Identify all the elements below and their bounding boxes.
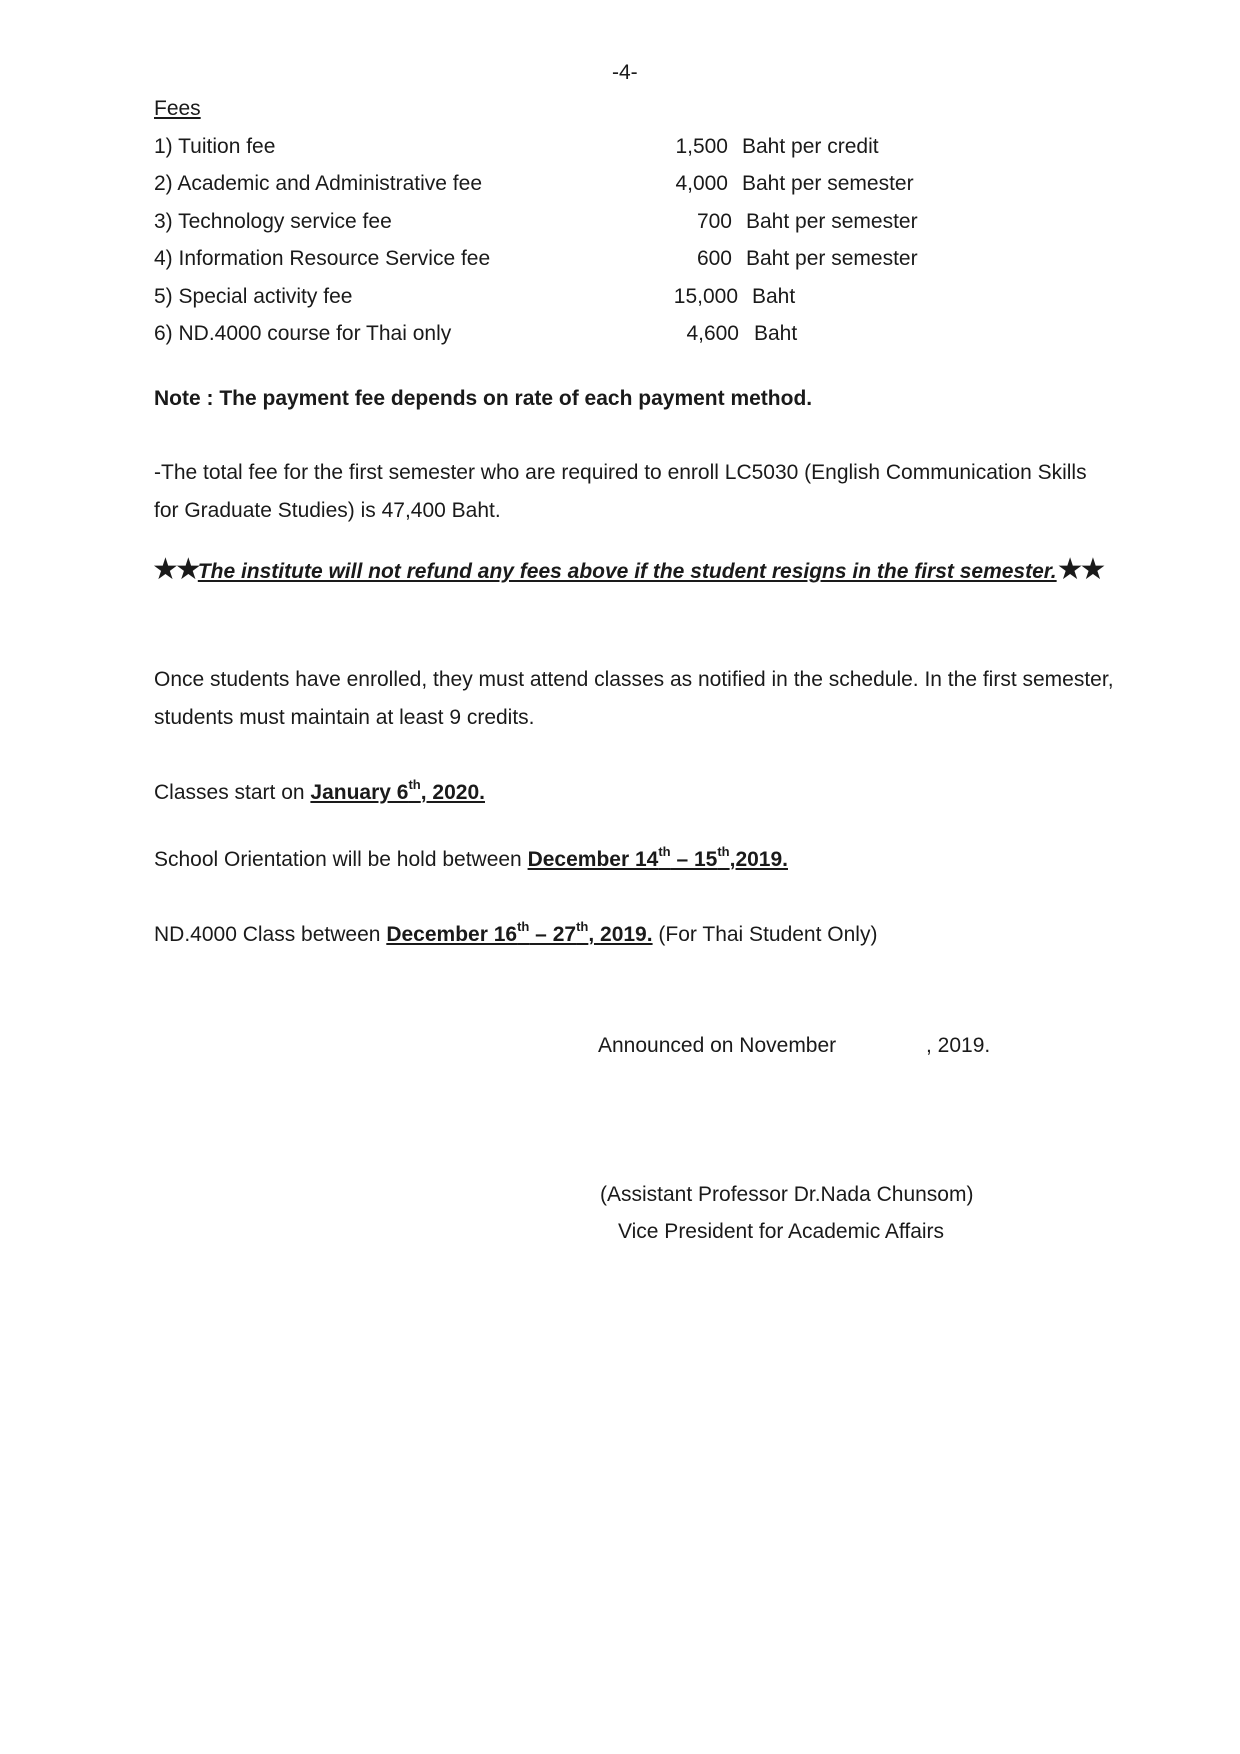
signatory-name: (Assistant Professor Dr.Nada Chunsom) xyxy=(600,1183,974,1206)
fee-name: 6) ND.4000 course for Thai only xyxy=(154,322,452,345)
orientation-line xyxy=(154,844,788,872)
classes-start-date: January 6th, 2020. xyxy=(310,777,485,804)
fee-amount: 15,000 xyxy=(673,285,738,308)
fee-amount: 600 xyxy=(696,247,732,270)
announced-year: , 2019. xyxy=(926,1034,991,1057)
classes-start-label: Classes start on xyxy=(154,781,305,804)
announced-label: Announced on November xyxy=(598,1034,837,1057)
refund-warning-text: The institute will not refund any fees above if the student resigns in the first semester. xyxy=(197,560,1057,583)
total-fee-paragraph: -The total fee for the first semester who are required to enroll LC5030 (English Communication Skills for Graduate Studies) is 47,400 Baht. xyxy=(154,461,1087,522)
fee-name: 4) Information Resource Service fee xyxy=(154,247,491,270)
star-icon: ★★ xyxy=(152,553,198,586)
fee-name: 5) Special activity fee xyxy=(154,285,353,308)
fees-heading: Fees xyxy=(154,97,201,120)
orientation-label: School Orientation will be hold between xyxy=(154,848,522,871)
orientation-dates: December 14th – 15th,2019. xyxy=(527,844,788,871)
fee-amount: 4,600 xyxy=(686,322,739,345)
fee-unit: Baht xyxy=(754,322,798,345)
nd-class-dates: December 16th – 27th, 2019. xyxy=(386,919,653,946)
classes-start-line xyxy=(154,777,485,805)
nd-class-line xyxy=(154,919,878,947)
payment-note: Note : The payment fee depends on rate of each payment method. xyxy=(154,387,813,410)
fee-unit: Baht per semester xyxy=(742,172,914,195)
fee-unit: Baht per semester xyxy=(746,210,918,233)
star-icon: ★★ xyxy=(1056,553,1103,586)
fee-amount: 4,000 xyxy=(675,172,728,195)
fee-unit: Baht per semester xyxy=(746,247,918,270)
nd-class-suffix: (For Thai Student Only) xyxy=(658,923,878,946)
nd-class-label: ND.4000 Class between xyxy=(154,923,381,946)
fee-unit: Baht xyxy=(752,285,796,308)
fee-unit: Baht per credit xyxy=(742,135,879,158)
fee-amount: 1,500 xyxy=(675,135,728,158)
page-number: -4- xyxy=(612,61,638,84)
fee-name: 1) Tuition fee xyxy=(154,135,276,158)
fee-amount: 700 xyxy=(696,210,732,233)
attendance-paragraph: Once students have enrolled, they must attend classes as notified in the schedule. In the first semester, students must maintain at least 9 credits. xyxy=(154,668,1114,729)
fee-name: 2) Academic and Administrative fee xyxy=(154,172,483,195)
refund-warning xyxy=(152,551,1124,591)
signatory-title: Vice President for Academic Affairs xyxy=(618,1220,945,1243)
fee-name: 3) Technology service fee xyxy=(154,210,392,233)
